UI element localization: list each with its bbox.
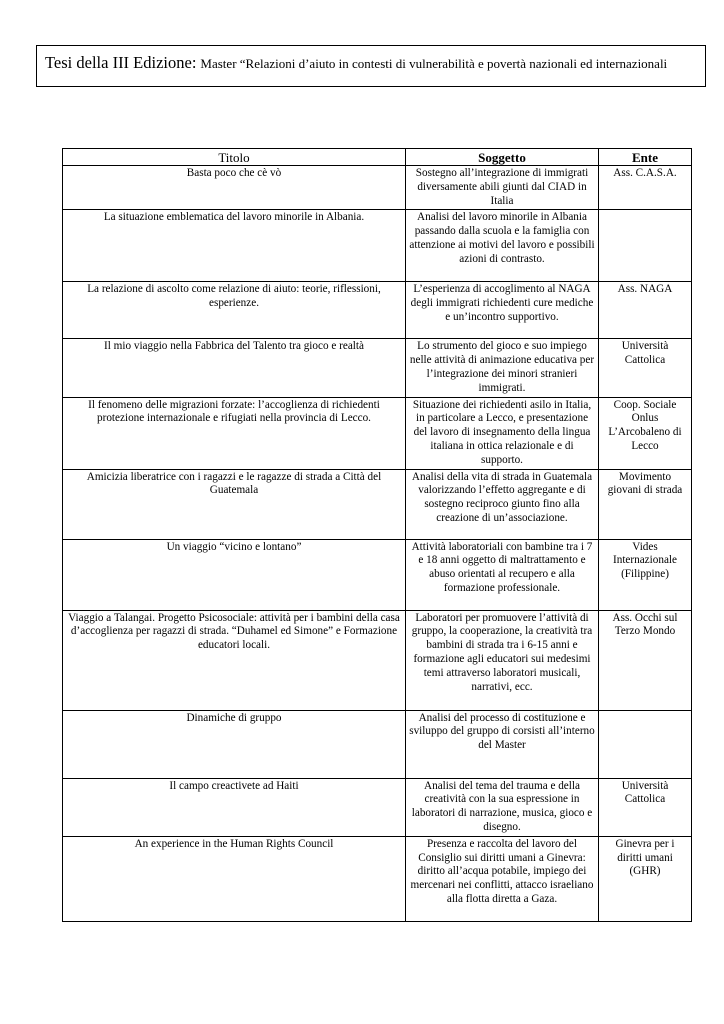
document-title-box (36, 45, 706, 87)
cell-soggetto: Attività laboratoriali con bambine tra i 7 e 18 anni oggetto di maltrattamento e abuso orientati al recupero e alla formazione professionale. (406, 539, 599, 610)
title-sub: Master “Relazioni d’aiuto in contesti di vulnerabilità e povertà nazionali ed internazionali (200, 56, 668, 71)
cell-titolo: Il mio viaggio nella Fabbrica del Talento tra gioco e realtà (63, 339, 406, 397)
cell-soggetto: Analisi del tema del trauma e della creatività con la sua espressione in laboratori di narrazione, musica, gioco e disegno. (406, 778, 599, 836)
cell-titolo: Il fenomeno delle migrazioni forzate: l’accoglienza di richiedenti protezione internazionale e rifugiati nella provincia di Lecco. (63, 397, 406, 469)
cell-titolo: Amicizia liberatrice con i ragazzi e le ragazze di strada a Città del Guatemala (63, 469, 406, 539)
cell-ente: Università Cattolica (599, 339, 692, 397)
cell-soggetto: Situazione dei richiedenti asilo in Italia, in particolare a Lecco, e presentazione del lavoro di insegnamento della lingua italiana in ottica relazionale e di supporto. (406, 397, 599, 469)
cell-ente: Ass. Occhi sul Terzo Mondo (599, 610, 692, 710)
cell-titolo: Il campo creactivete ad Haiti (63, 778, 406, 836)
table-row (63, 710, 692, 778)
table-row (63, 610, 692, 710)
table-row (63, 539, 692, 610)
cell-soggetto: Lo strumento del gioco e suo impiego nelle attività di animazione educativa per l’integrazione dei minori stranieri immigrati. (406, 339, 599, 397)
thesis-table (62, 148, 692, 922)
cell-ente (599, 210, 692, 282)
table-row (63, 778, 692, 836)
cell-soggetto: Laboratori per promuovere l’attività di gruppo, la cooperazione, la creatività tra bambini di strada tra i 6-15 anni e formazione agli educatori sui medesimi temi attraverso laboratori musicali, narrativi, ecc. (406, 610, 599, 710)
column-header-ente: Ente (599, 149, 692, 166)
cell-titolo: La relazione di ascolto come relazione di aiuto: teorie, riflessioni, esperienze. (63, 282, 406, 339)
cell-titolo: An experience in the Human Rights Council (63, 836, 406, 921)
column-header-soggetto: Soggetto (406, 149, 599, 166)
cell-soggetto: L’esperienza di accoglimento al NAGA degli immigrati richiedenti cure mediche e un’incontro supportivo. (406, 282, 599, 339)
table-row (63, 469, 692, 539)
cell-ente (599, 710, 692, 778)
column-header-titolo: Titolo (63, 149, 406, 166)
table-header-row (63, 149, 692, 166)
title-main: Tesi della III Edizione: (45, 53, 197, 72)
cell-titolo: Viaggio a Talangai. Progetto Psicosociale: attività per i bambini della casa d’accoglienza per ragazzi di strada. “Duhamel ed Simone” e Formazione educatori locali. (63, 610, 406, 710)
cell-titolo: La situazione emblematica del lavoro minorile in Albania. (63, 210, 406, 282)
table-row (63, 166, 692, 210)
cell-ente: Coop. Sociale Onlus L’Arcobaleno di Lecco (599, 397, 692, 469)
cell-ente: Ass. C.A.S.A. (599, 166, 692, 210)
cell-ente: Movimento giovani di strada (599, 469, 692, 539)
cell-soggetto: Sostegno all’integrazione di immigrati diversamente abili giunti dal CIAD in Italia (406, 166, 599, 210)
cell-soggetto: Analisi della vita di strada in Guatemala valorizzando l’effetto aggregante e di sostegno reciproco giunto fino alla creazione di un’associazione. (406, 469, 599, 539)
cell-titolo: Dinamiche di gruppo (63, 710, 406, 778)
cell-soggetto: Analisi del lavoro minorile in Albania passando dalla scuola e la famiglia con attenzione ai motivi del lavoro e possibili azioni di contrasto. (406, 210, 599, 282)
cell-ente: Università Cattolica (599, 778, 692, 836)
cell-ente: Ginevra per i diritti umani (GHR) (599, 836, 692, 921)
table-row (63, 836, 692, 921)
cell-titolo: Un viaggio “vicino e lontano” (63, 539, 406, 610)
cell-soggetto: Presenza e raccolta del lavoro del Consiglio sui diritti umani a Ginevra: diritto all’acqua potabile, impiego dei mercenari nei conflitti, attacco israeliano alla flotta diretta a Gaza. (406, 836, 599, 921)
table-row (63, 339, 692, 397)
cell-ente: Ass. NAGA (599, 282, 692, 339)
cell-soggetto: Analisi del processo di costituzione e sviluppo del gruppo di corsisti all’interno del Master (406, 710, 599, 778)
cell-titolo: Basta poco che cè vò (63, 166, 406, 210)
table-row (63, 397, 692, 469)
cell-ente: Vides Internazionale (Filippine) (599, 539, 692, 610)
table-row (63, 282, 692, 339)
table-row (63, 210, 692, 282)
